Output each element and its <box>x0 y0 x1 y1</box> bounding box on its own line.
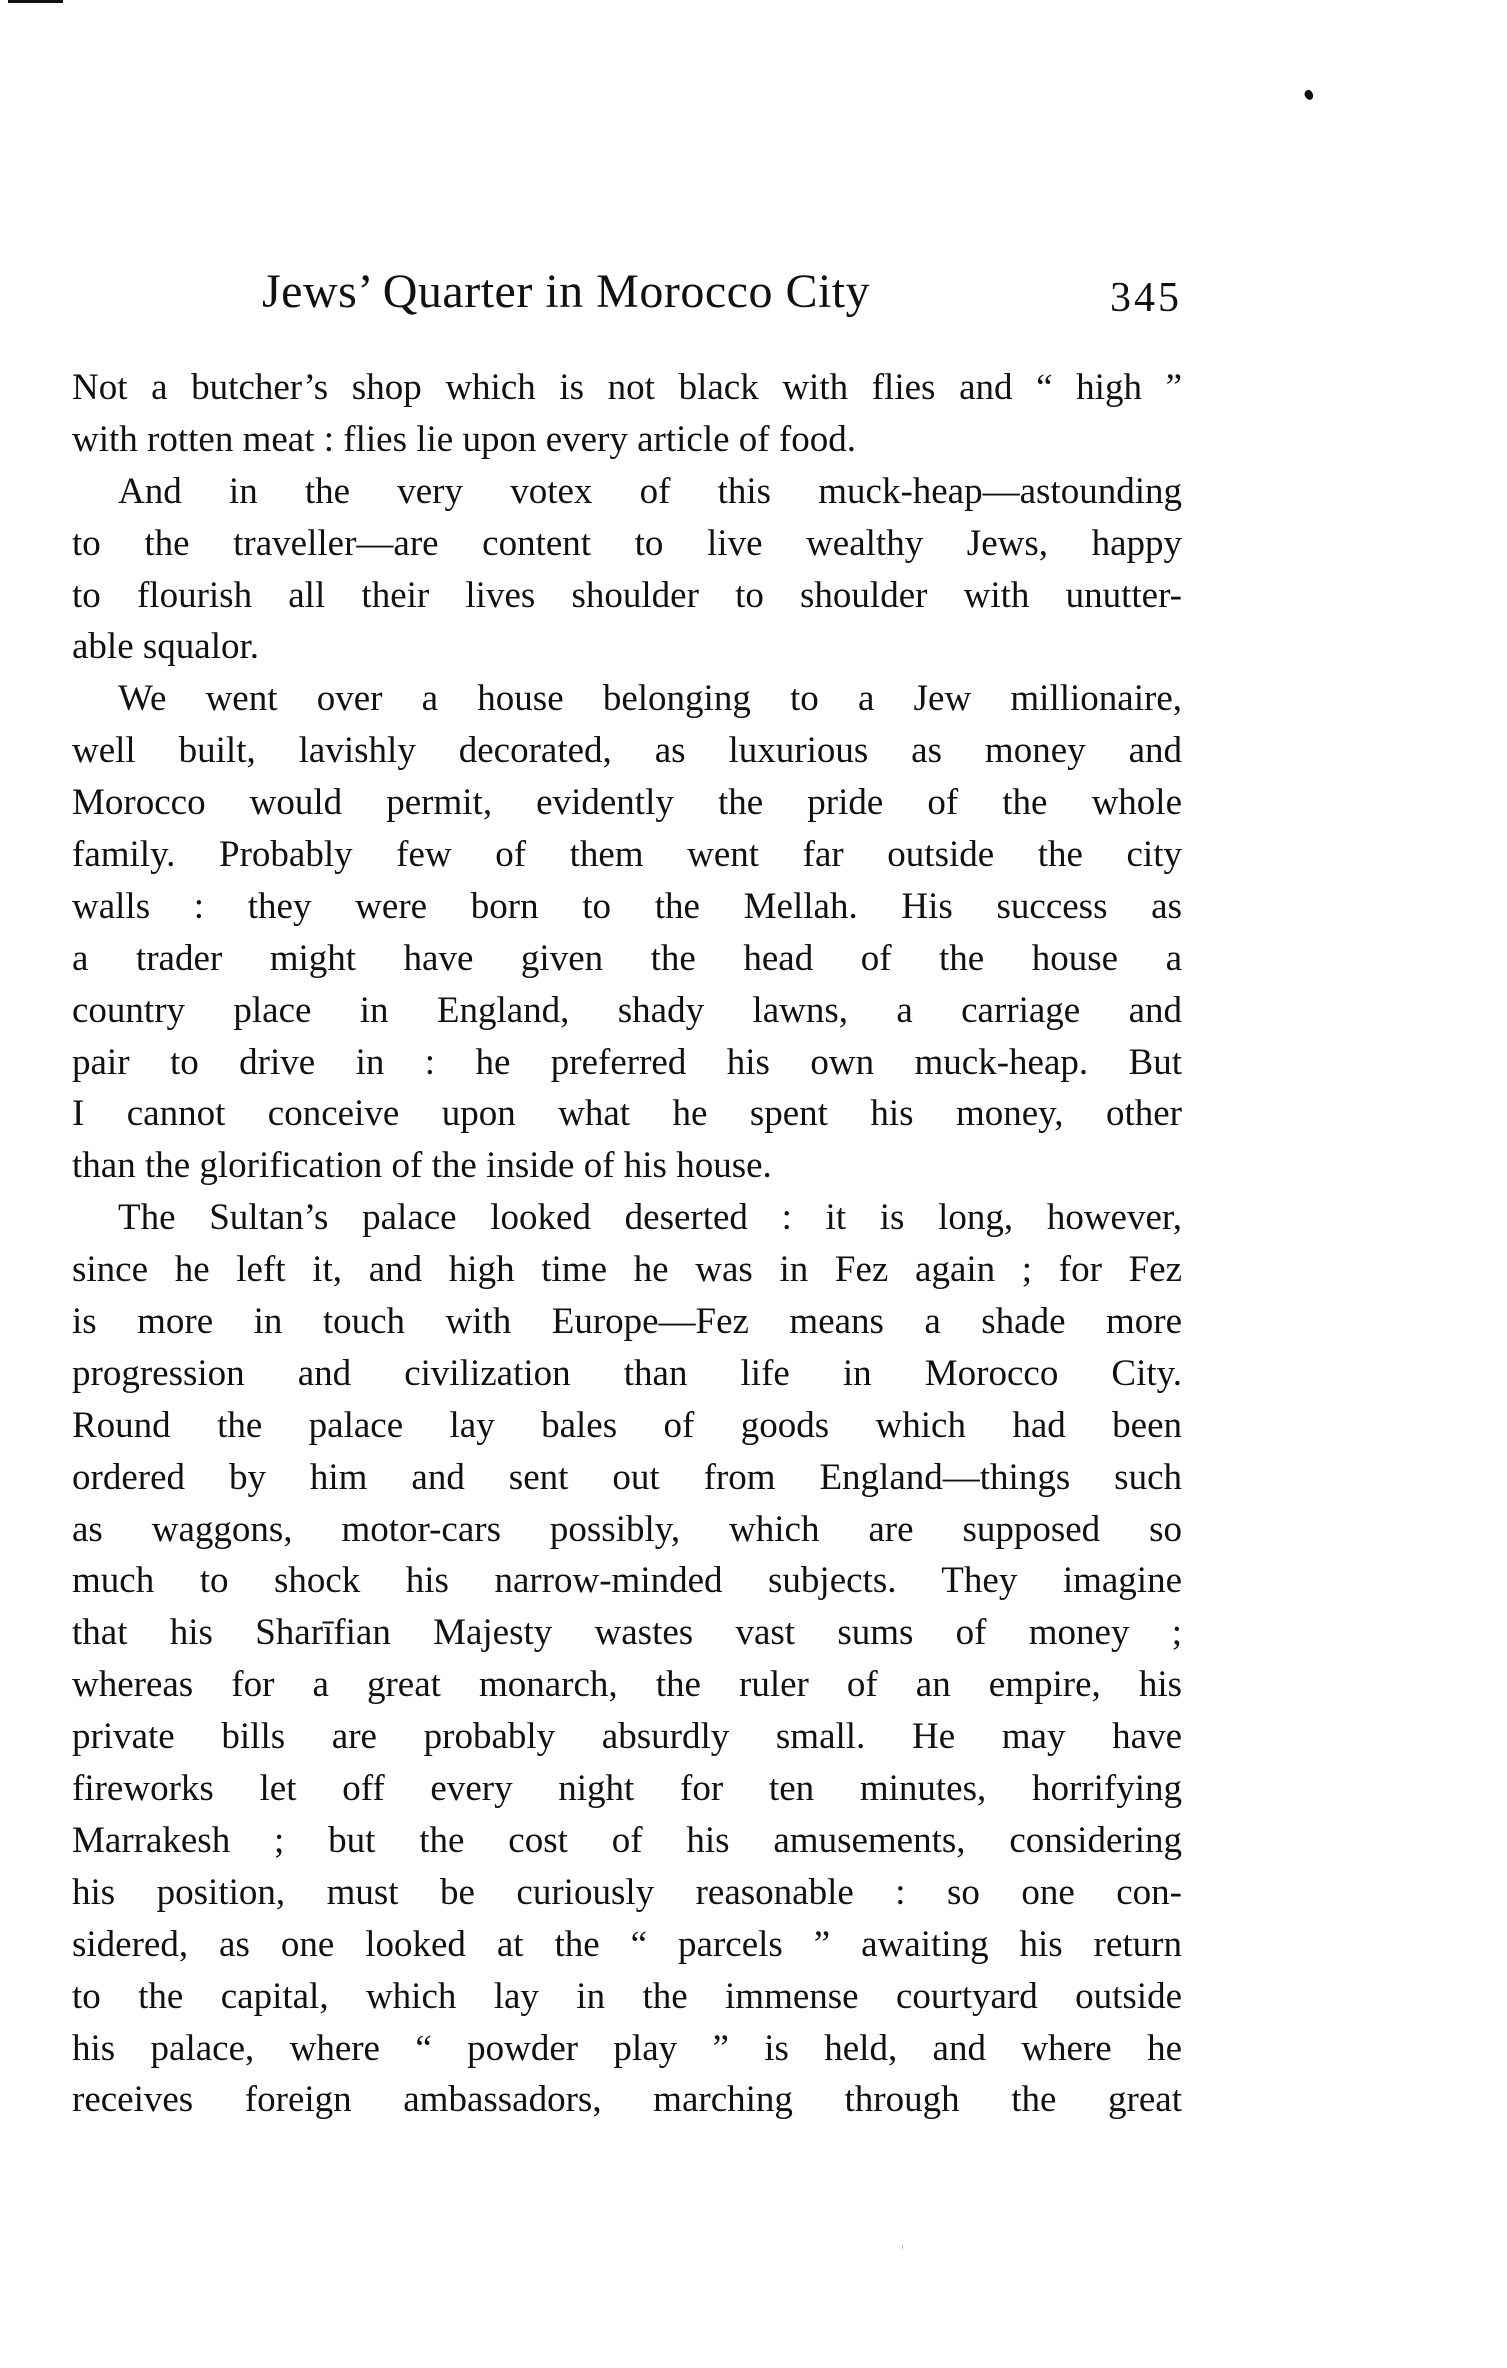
scan-speck <box>1303 89 1315 102</box>
text-line: The Sultan’s palace looked deserted : it is long, however, <box>118 1197 1182 1239</box>
text-line: private bills are probably absurdly small. He may have <box>72 1716 1182 1758</box>
scan-mark <box>902 2245 903 2249</box>
text-line: as waggons, motor-cars possibly, which are supposed so <box>72 1508 1182 1550</box>
text-line: to the capital, which lay in the immense courtyard outside <box>72 1975 1182 2017</box>
text-line: since he left it, and high time he was in Fez again ; for Fez <box>72 1249 1182 1291</box>
text-line: that his Sharīfian Majesty wastes vast sums of money ; <box>72 1612 1182 1654</box>
text-line: his position, must be curiously reasonable : so one con- <box>72 1871 1182 1913</box>
text-line: much to shock his narrow-minded subjects. They imagine <box>72 1560 1182 1602</box>
text-line: family. Probably few of them went far outside the city <box>72 834 1182 876</box>
text-line: well built, lavishly decorated, as luxurious as money and <box>72 730 1182 772</box>
text-line: to the traveller—are content to live wealthy Jews, happy <box>72 522 1182 564</box>
page-number: 345 <box>1110 275 1182 321</box>
running-head <box>262 262 1182 322</box>
text-line: Morocco would permit, evidently the pride of the whole <box>72 782 1182 824</box>
running-title: Jews’ Quarter in Morocco City <box>262 265 871 318</box>
text-line: than the glorification of the inside of his house. <box>72 1145 772 1187</box>
text-line: whereas for a great monarch, the ruler of an empire, his <box>72 1664 1182 1706</box>
text-line: his palace, where “ powder play ” is held, and where he <box>72 2027 1182 2069</box>
scan-edge-rule <box>8 0 63 3</box>
text-line: sidered, as one looked at the “ parcels ” awaiting his return <box>72 1923 1182 1965</box>
text-line: with rotten meat : flies lie upon every article of food. <box>72 418 856 460</box>
text-line: to flourish all their lives shoulder to shoulder with unutter- <box>72 574 1182 616</box>
text-line: fireworks let off every night for ten minutes, horrifying <box>72 1768 1182 1810</box>
text-line: Round the palace lay bales of goods which had been <box>72 1404 1182 1446</box>
text-line: is more in touch with Europe—Fez means a shade more <box>72 1301 1182 1343</box>
body-text <box>72 362 1182 2126</box>
text-line: able squalor. <box>72 626 260 668</box>
text-line: We went over a house belonging to a Jew millionaire, <box>118 678 1182 720</box>
text-line: receives foreign ambassadors, marching through the great <box>72 2079 1182 2121</box>
text-line: country place in England, shady lawns, a carriage and <box>72 989 1182 1031</box>
text-line: Marrakesh ; but the cost of his amusements, considering <box>72 1819 1182 1861</box>
text-line: walls : they were born to the Mellah. His success as <box>72 885 1182 927</box>
text-line: pair to drive in : he preferred his own muck-heap. But <box>72 1041 1182 1083</box>
text-line: ordered by him and sent out from England—things such <box>72 1456 1182 1498</box>
text-line: progression and civilization than life in Morocco City. <box>72 1352 1182 1394</box>
text-line: And in the very votex of this muck-heap—astounding <box>118 470 1182 512</box>
text-line: a trader might have given the head of the house a <box>72 937 1182 979</box>
text-line: Not a butcher’s shop which is not black with flies and “ high ” <box>72 367 1182 408</box>
text-line: I cannot conceive upon what he spent his money, other <box>72 1093 1182 1135</box>
